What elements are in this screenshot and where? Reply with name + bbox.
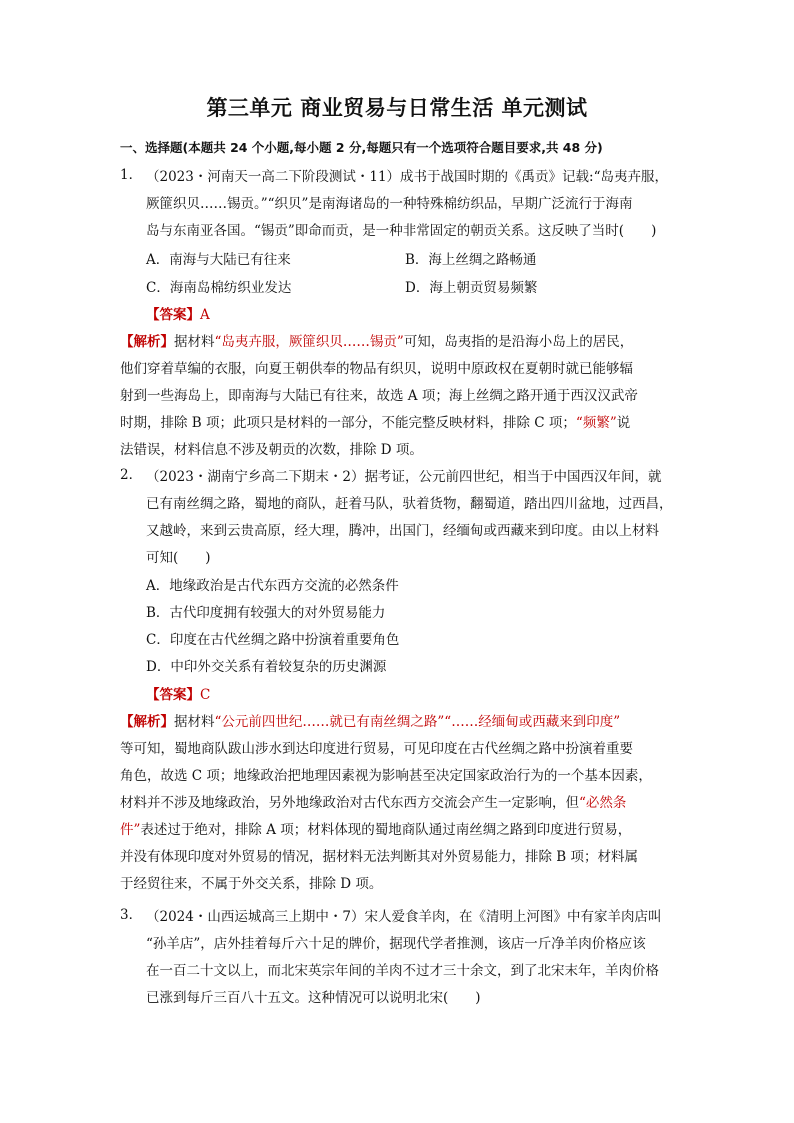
analysis-text: 表述过于绝对，排除 A 项；材料体现的蜀地商队通过南丝绸之路到印度进行贸易，: [140, 822, 632, 838]
analysis-text: 说: [616, 415, 631, 431]
analysis-quote: “公元前四世纪……就已有南丝绸之路”“……经缅甸或西藏来到印度”: [214, 714, 621, 730]
analysis-text: 法错误，材料信息不涉及朝贡的次数，排除 D 项。: [120, 442, 423, 458]
answer-tag: 【答案】: [146, 307, 200, 323]
analysis-line: [120, 764, 652, 784]
option-a: A．南海与大陆已有往来: [146, 252, 291, 268]
section-heading: 一、选择题(本题共 24 个小题,每小题 2 分,每题只有一个选项符合题目要求,共 48 分): [120, 140, 603, 155]
question-number: 2．: [120, 467, 143, 483]
question-stem-line: “孙羊店”，店外挂着每斤六十足的牌价，据现代学者推测，该店一斤净羊肉价格应该: [146, 936, 646, 952]
answer-tag: 【答案】: [146, 687, 200, 703]
option-b: B．海上丝绸之路畅通: [405, 252, 537, 268]
analysis-quote: “岛夷卉服，厥篚织贝……锡贡”: [214, 334, 404, 350]
option-c: C．海南岛棉纺织业发达: [146, 280, 292, 296]
option-b: B．古代印度拥有较强大的对外贸易能力: [146, 605, 386, 621]
analysis-text: 据材料: [174, 714, 215, 730]
analysis-line: [120, 791, 626, 811]
question-stem-line: 岛与东南亚各国。“锡贡”即命而贡，是一种非常固定的朝贡关系。这反映了当时( ): [146, 223, 657, 239]
analysis-line: [120, 872, 382, 892]
analysis-line: [120, 438, 423, 458]
question-stem-line: （2023・河南天一高二下阶段测试・11）成书于战国时期的《禹贡》记载:“岛夷卉服，: [146, 169, 668, 185]
question-stem-line: 又越岭，来到云贵高原，经大理，腾冲，出国门，经缅甸或西藏来到印度。由以上材料: [146, 523, 659, 539]
answer-line: [146, 303, 210, 323]
analysis-line: [120, 357, 633, 377]
analysis-text: 于经贸往来，不属于外交关系，排除 D 项。: [120, 876, 383, 892]
question-number: 1．: [120, 167, 143, 183]
question-number: 3．: [120, 907, 143, 923]
analysis-text: 据材料: [174, 334, 215, 350]
answer-value: A: [200, 307, 210, 323]
page-title: 第三单元 商业贸易与日常生活 单元测试: [206, 96, 588, 120]
option-a: A．地缘政治是古代东西方交流的必然条件: [146, 578, 399, 594]
question-stem-line: 已涨到每斤三百八十五文。这种情况可以说明北宋( ): [146, 990, 481, 1006]
analysis-line: [120, 710, 620, 730]
analysis-line: [120, 845, 638, 865]
question-stem-line: 已有南丝绸之路，蜀地的商队，赶着马队，驮着货物，翻蜀道，踏出四川盆地，过西昌，: [146, 496, 673, 512]
analysis-text: 射到一些海岛上，即南海与大陆已有往来，故选 A 项；海上丝绸之路开通于西汉汉武帝: [120, 388, 638, 404]
analysis-text: 时期，排除 B 项；此项只是材料的一部分，不能完整反映材料，排除 C 项；: [120, 415, 576, 431]
question-stem-line: 可知( ): [146, 550, 211, 566]
analysis-tag: 【解析】: [120, 714, 174, 730]
analysis-line: [120, 818, 631, 838]
analysis-quote: 件”: [120, 822, 141, 838]
analysis-text: 他们穿着草编的衣服，向夏王朝供奉的物品有织贝，说明中原政权在夏朝时就已能够辐: [120, 361, 633, 377]
analysis-text: 角色，故选 C 项；地缘政治把地理因素视为影响甚至决定国家政治行为的一个基本因素，: [120, 768, 652, 784]
question-stem-line: （2023・湖南宁乡高二下期末・2）据考证，公元前四世纪，相当于中国西汉年间，就: [146, 469, 662, 485]
answer-line: [146, 683, 210, 703]
analysis-line: [120, 384, 638, 404]
analysis-text: 材料并不涉及地缘政治，另外地缘政治对古代东西方交流会产生一定影响，但: [120, 795, 579, 811]
analysis-line: [120, 737, 633, 757]
analysis-quote: “频繁”: [575, 415, 617, 431]
analysis-quote: “必然条: [579, 795, 627, 811]
option-d: D．海上朝贡贸易频繁: [405, 280, 538, 296]
analysis-text: 等可知，蜀地商队跋山涉水到达印度进行贸易，可见印度在古代丝绸之路中扮演着重要: [120, 741, 633, 757]
answer-value: C: [200, 687, 211, 703]
analysis-tag: 【解析】: [120, 334, 174, 350]
question-stem-line: （2024・山西运城高三上期中・7）宋人爱食羊肉，在《清明上河图》中有家羊肉店叫: [146, 909, 662, 925]
question-stem-line: 在一百二十文以上，而北宋英宗年间的羊肉不过才三十余文，到了北宋末年，羊肉价格: [146, 963, 659, 979]
option-d: D．中印外交关系有着较复杂的历史渊源: [146, 659, 387, 675]
analysis-text: 可知，岛夷指的是沿海小岛上的居民，: [403, 334, 634, 350]
option-c: C．印度在古代丝绸之路中扮演着重要角色: [146, 632, 400, 648]
analysis-line: [120, 411, 630, 431]
question-stem-line: 厥篚织贝……锡贡。”“织贝”是南海诸岛的一种特殊棉纺织品，早期广泛流行于海南: [146, 196, 633, 212]
analysis-line: [120, 330, 633, 350]
analysis-text: 并没有体现印度对外贸易的情况，据材料无法判断其对外贸易能力，排除 B 项；材料属: [120, 849, 639, 865]
